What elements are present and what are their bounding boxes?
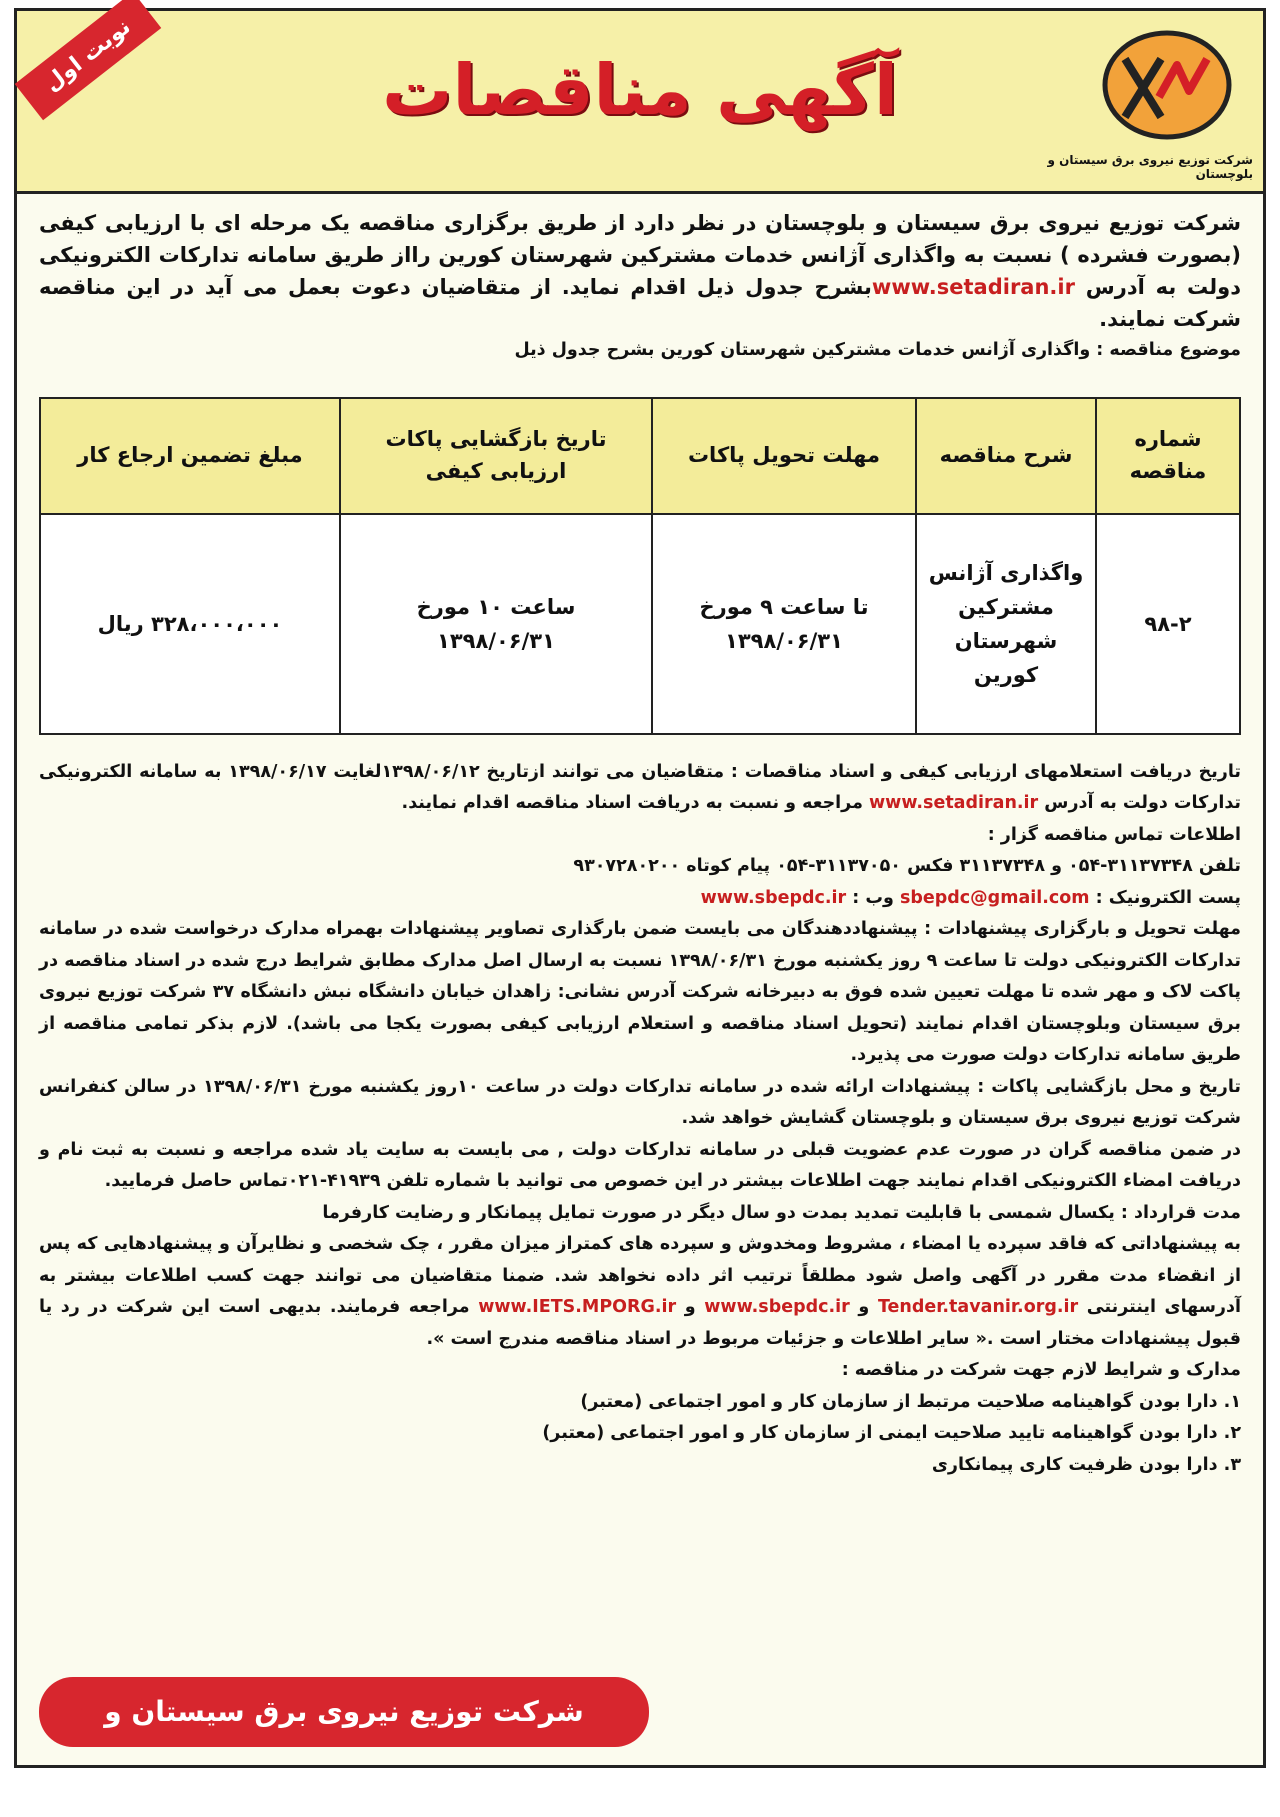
opening-paragraph: تاریخ و محل بازگشایی پاکات : پیشنهادات ارائه شده در سامانه تدارکات دولت در ساعت ۱۰روز یکشنبه مورخ ۱۳۹۸/۰۶/۳۱ در سالن کنفرانس شرکت توزیع نیروی برق سیستان و بلوچستان گشایش خواهد شد. <box>39 1076 1241 1128</box>
cell-tender-number: ۹۸-۲ <box>1096 514 1240 734</box>
conditions-text: به پیشنهاداتی که فاقد سپرده یا امضاء ، مشروط ومخدوش و سپرده های کمتراز میزان مقرر ، چک شخصی و نظایرآن و پیشنهادهایی که پس از انقضاء مدت مقرر در آگهی واصل شود مطلقاً ترتیب اثر داده نخواهد شد. ضمنا متقاضیان می توانند جهت کسب اطلاعات بیشتر به آدرسهای اینترنتی <box>39 1234 1241 1317</box>
opening-date: ۱۳۹۸/۰۶/۳۱ <box>437 628 555 653</box>
setadiran-link[interactable]: www.setadiran.ir <box>871 275 1075 299</box>
email-web-line <box>39 883 1241 915</box>
intro-text: شرکت توزیع نیروی برق سیستان و بلوچستان در نظر دارد از طریق برگزاری مناقصه یک مرحله ای با ارزیابی کیفی (بصورت فشرده ) نسبت به واگذاری آژانس خدمات مشترکین شهرستان کورین رااز طریق سامانه تدارکات الکترونیکی دولت به آدرس <box>39 211 1242 299</box>
ribbon-badge: نوبت اول <box>15 0 162 120</box>
tender-table <box>39 397 1241 735</box>
header <box>17 11 1263 194</box>
header-tender-number: شماره مناقصه <box>1096 398 1240 514</box>
logo-caption: شرکت توزیع نیروی برق سیستان و بلوچستان <box>1047 153 1253 181</box>
web-link[interactable]: www.sbepdc.ir <box>700 887 847 908</box>
tender-tavanir-link[interactable]: Tender.tavanir.org.ir <box>877 1297 1079 1317</box>
tender-notice <box>14 8 1266 1798</box>
documents-text: تاریخ دریافت استعلامهای ارزیابی کیفی و اسناد مناقصات : متقاضیان می توانند ازتاریخ ۱۳۹۸/۰۶/۱۲لغایت ۱۳۹۸/۰۶/۱۷ به سامانه الکترونیکی تدارکات دولت به آدرس <box>39 761 1241 813</box>
requirements-title: مدارک و شرایط لازم جهت شرکت در مناقصه : <box>841 1360 1241 1380</box>
documents-text-end: مراجعه و نسبت به دریافت اسناد مناقصه اقدام نمایند. <box>401 793 869 813</box>
email-link[interactable]: sbepdc@gmail.com <box>899 887 1090 908</box>
contact-title: اطلاعات تماس مناقصه گزار : <box>987 824 1241 845</box>
subject-line: موضوع مناقصه : واگذاری آژانس خدمات مشترکین شهرستان کورین بشرح جدول ذیل <box>514 340 1241 360</box>
opening-time: ساعت ۱۰ مورخ <box>416 594 576 619</box>
company-logo-icon <box>1097 25 1237 145</box>
web-label: وب : <box>846 887 900 908</box>
requirement-item: ۲. دارا بودن گواهینامه تایید صلاحیت ایمنی از سازمان کار و امور اجتماعی (معتبر) <box>542 1423 1241 1443</box>
table-header-row <box>40 398 1240 514</box>
requirement-item: ۱. دارا بودن گواهینامه صلاحیت مرتبط از سازمان کار و امور اجتماعی (معتبر) <box>580 1391 1241 1412</box>
iets-link[interactable]: www.IETS.MPORG.ir <box>478 1297 677 1317</box>
conditions-text-end: مراجعه فرمایند. بدیهی است این شرکت در رد یا قبول پیشنهادات مختار است .« سایر اطلاعات و جزئیات مربوط در اسناد مناقصه مندرج است ». <box>39 1297 1241 1349</box>
setadiran-link-2[interactable]: www.setadiran.ir <box>869 793 1039 813</box>
intro-text-end: بشرح جدول ذیل اقدام نماید. از متقاضیان دعوت بعمل می آید در این مناقصه شرکت نمایند. <box>39 275 1241 331</box>
registration-paragraph: در ضمن مناقصه گران در صورت عدم عضویت قبلی در سامانه تدارکات دولت , می بایست به سایت یاد شده مراجعه و نسبت به ثبت نام و دریافت امضاء الکترونیکی اقدام نمایند جهت اطلاعات بیشتر در این خصوص می توانید با شماره تلفن ۴۱۹۳۹-۰۲۱تماس حاصل فرمایید. <box>39 1139 1241 1191</box>
header-opening-date: تاریخ بازگشایی پاکات ارزیابی کیفی <box>340 398 652 514</box>
conjunction: و <box>849 1297 878 1317</box>
header-description: شرح مناقصه <box>916 398 1096 514</box>
header-deadline: مهلت تحویل پاکات <box>652 398 916 514</box>
cell-deadline <box>652 514 916 734</box>
conditions-paragraph <box>39 1229 1241 1355</box>
phone-numbers: تلفن ۳۱۱۳۷۳۴۸-۰۵۴ و ۳۱۱۳۷۳۴۸ فکس ۳۱۱۳۷۰۵۰-۰۵۴ پیام کوتاه ۹۳۰۷۲۸۰۲۰۰ <box>573 856 1241 876</box>
page-title: آگهی مناقصات <box>382 49 898 131</box>
sbepdc-link[interactable]: www.sbepdc.ir <box>704 1297 850 1317</box>
contract-paragraph: مدت قرارداد : یکسال شمسی با قابلیت تمدید بمدت دو سال دیگر در صورت تمایل پیمانکار و رضایت کارفرما <box>322 1202 1241 1223</box>
intro-paragraph <box>39 207 1241 335</box>
cell-description: واگذاری آژانس مشترکین شهرستان کورین <box>916 514 1096 734</box>
footer-banner: شرکت توزیع نیروی برق سیستان و بلوچستان <box>39 1677 649 1747</box>
delivery-paragraph: مهلت تحویل و بارگزاری پیشنهادات : پیشنهاددهندگان می بایست ضمن بارگذاری تصاویر پیشنهادات بهمراه مدارک درخواست شده در سامانه تدارکات الکترونیکی دولت تا ساعت ۹ روز یکشنبه مورخ ۱۳۹۸/۰۶/۳۱ نسبت به ارسال اصل مدارک مطابق شرایط درج شده در اسناد مناقصه در پاکت لاک و مهر شده تا مهلت تعیین شده فوق به دبیرخانه شرکت آدرس نشانی: زاهدان خیابان دانشگاه نبش دانشگاه ۳۷ شرکت توزیع نیروی برق سیستان وبلوچستان اقدام نمایند (تحویل اسناد مناقصه و استعلام ارزیابی کیفی بصورت یکجا می باشد). لازم بذکر تمامی مناقصه از طریق سامانه تدارکات دولت صورت می پذیرد. <box>39 919 1241 1065</box>
deadline-time: تا ساعت ۹ مورخ <box>699 594 869 619</box>
documents-paragraph <box>39 757 1241 820</box>
header-guarantee: مبلغ تضمین ارجاع کار <box>40 398 340 514</box>
requirement-item: ۳. دارا بودن ظرفیت کاری پیمانکاری <box>931 1454 1241 1475</box>
conjunction: و <box>676 1297 705 1317</box>
deadline-date: ۱۳۹۸/۰۶/۳۱ <box>725 628 843 653</box>
cell-opening <box>340 514 652 734</box>
notice-body <box>39 207 1241 1481</box>
email-label: پست الکترونیک : <box>1089 887 1241 908</box>
cell-guarantee: ۳۲۸،۰۰۰،۰۰۰ ریال <box>40 514 340 734</box>
table-row <box>40 514 1240 734</box>
